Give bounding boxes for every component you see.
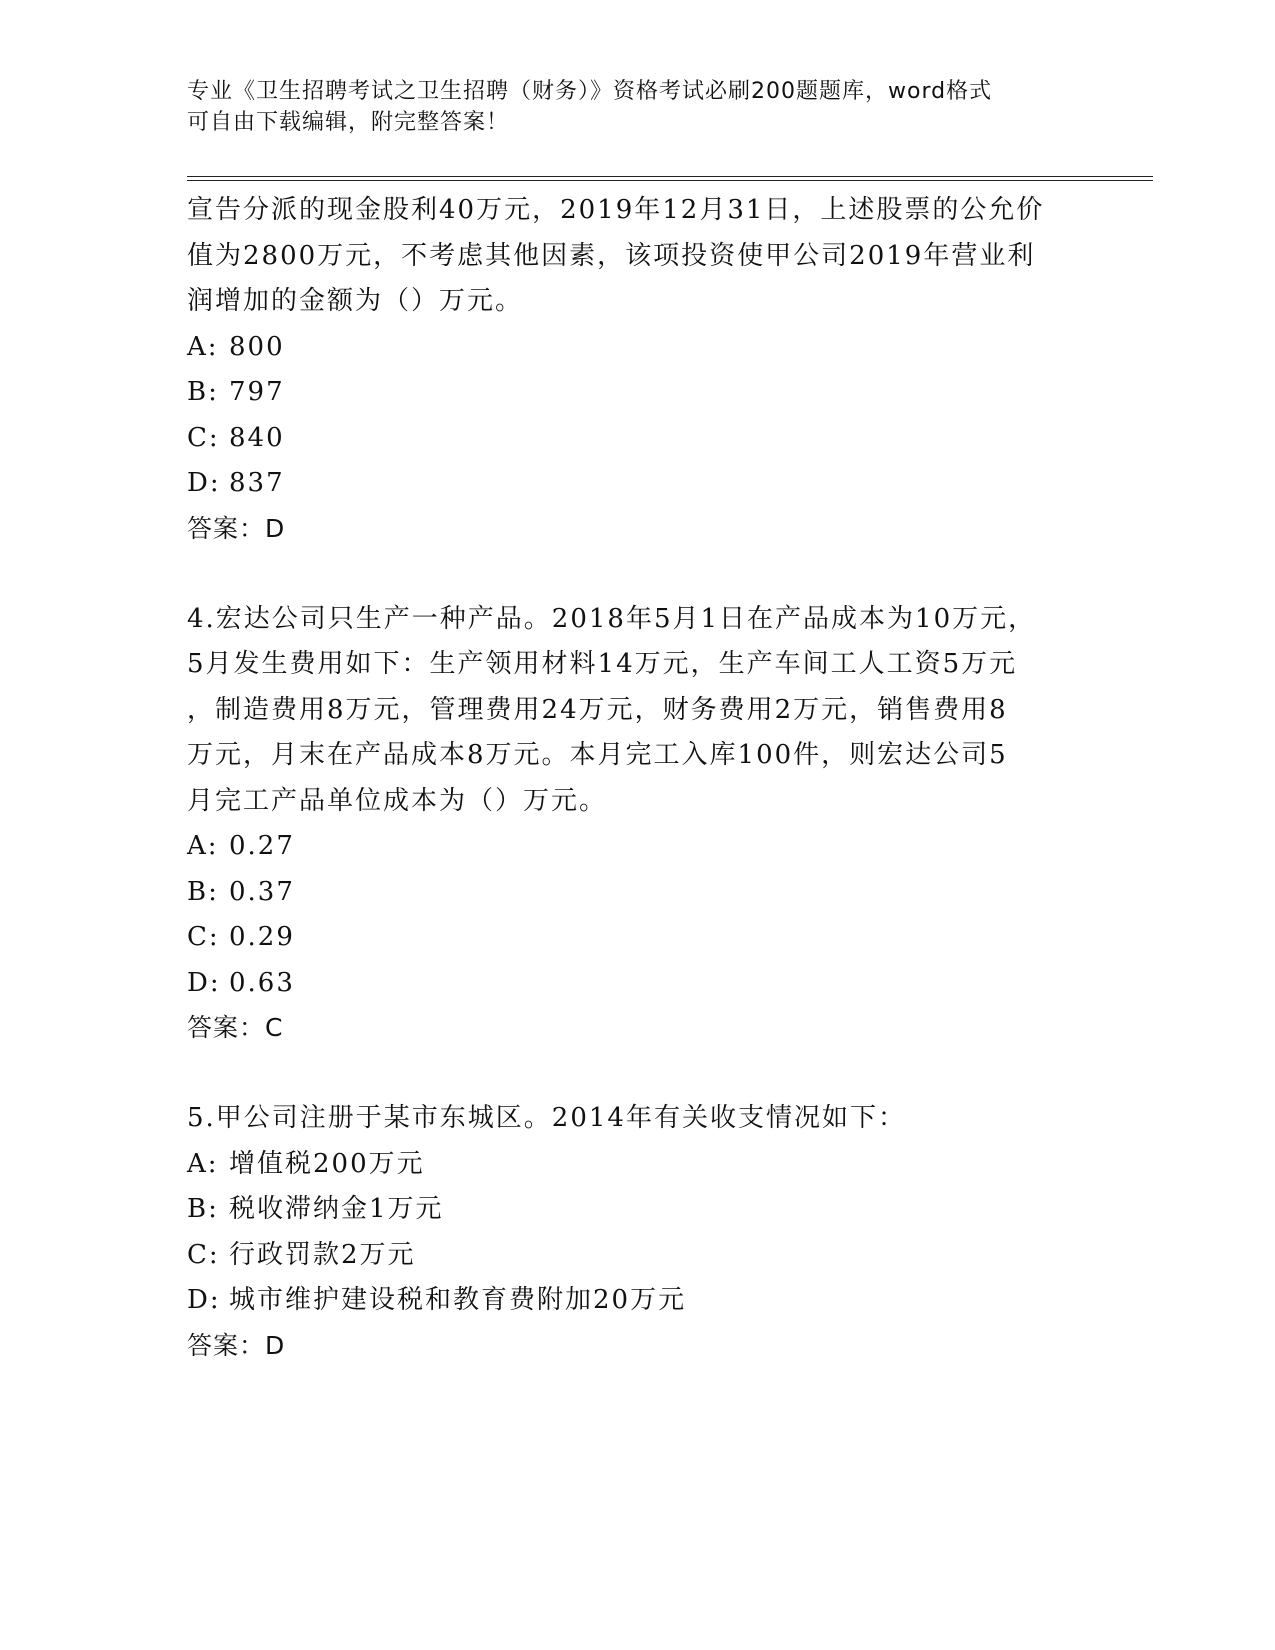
option-text: 行政罚款2万元 [229,1239,416,1270]
option-text: 0.37 [229,876,295,907]
question-3-option-c [187,416,1087,462]
option-letter: C: [187,1239,220,1270]
question-5-option-d [187,1278,1087,1324]
question-4-answer: 答案：C [187,1013,284,1042]
option-letter: B: [187,1194,219,1224]
question-3 [187,188,1087,325]
option-letter: A: [187,831,219,861]
question-4 [187,597,1087,825]
question-5-option-a [187,1142,1087,1188]
question-4-text-line-3: ，制造费用8万元，管理费用24万元，财务费用2万元，销售费用8 [187,694,1008,725]
option-letter: A: [187,331,219,362]
question-4-option-c [187,915,1087,961]
option-letter: B: [187,377,219,407]
question-3-text-line-1: 宣告分派的现金股利40万元，2019年12月31日，上述股票的公允价 [187,195,1045,225]
option-letter: D: [187,468,221,498]
question-3-option-d [187,461,1087,507]
option-text: 0.27 [229,831,295,861]
option-letter: D: [187,1285,221,1315]
question-5 [187,1096,1087,1142]
question-3-text-line-2: 值为2800万元，不考虑其他因素，该项投资使甲公司2019年营业利 [187,240,1036,271]
option-text: 城市维护建设税和教育费附加20万元 [229,1285,687,1315]
question-4-text-line-2: 5月发生费用如下：生产领用材料14万元，生产车间工人工资5万元 [187,649,1018,679]
question-5-option-c [187,1233,1087,1279]
question-4-option-a [187,824,1087,870]
question-3-option-b [187,370,1087,416]
question-5-text-line-1: 5.甲公司注册于某市东城区。2014年有关收支情况如下： [187,1103,906,1133]
option-letter: C: [187,922,220,952]
question-5-option-b [187,1187,1087,1233]
option-text: 0.63 [229,967,295,998]
option-text: 800 [229,331,285,362]
question-3-option-a [187,325,1087,371]
option-text: 税收滞纳金1万元 [229,1194,444,1224]
question-5-answer: 答案：D [187,1330,286,1360]
option-text: 增值税200万元 [229,1148,425,1179]
question-3-text-line-3: 润增加的金额为（）万元。 [187,286,524,316]
question-4-option-b [187,870,1087,916]
option-letter: D: [187,967,221,998]
question-3-answer: 答案：D [187,513,286,543]
option-letter: C: [187,422,220,453]
header-double-rule [187,176,1153,181]
option-letter: A: [187,1148,219,1179]
option-text: 797 [229,377,285,407]
question-4-text-line-4: 万元，月末在产品成本8万元。本月完工入库100件，则宏达公司5 [187,740,1008,770]
question-4-option-d [187,961,1087,1007]
option-letter: B: [187,876,219,907]
question-4-text-line-5: 月完工产品单位成本为（）万元。 [187,785,608,816]
header-title-line-2: 可自由下载编辑，附完整答案！ [187,110,510,135]
header-title-line-1: 专业《卫生招聘考试之卫生招聘（财务）》资格考试必刷200题题库，word格式 [187,79,993,104]
document-header [187,76,1077,138]
spacer [187,1050,1087,1096]
question-content [187,188,1087,1368]
question-4-text-line-1: 4.宏达公司只生产一种产品。2018年5月1日在产品成本为10万元， [187,603,1037,634]
option-text: 0.29 [229,922,295,952]
option-text: 837 [229,468,285,498]
option-text: 840 [229,422,285,453]
spacer [187,551,1087,597]
